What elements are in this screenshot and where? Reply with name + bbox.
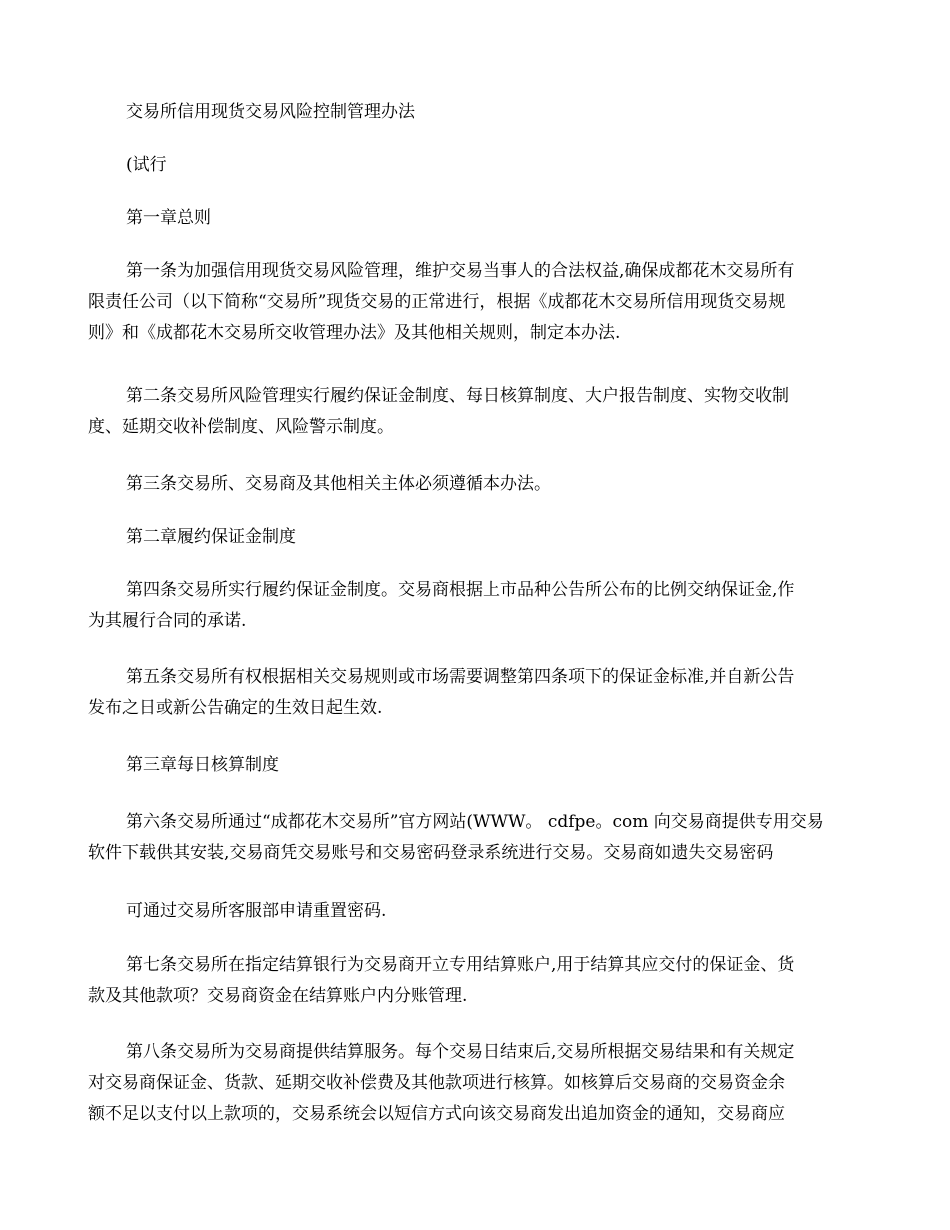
chapter-heading-1	[88, 203, 860, 234]
article-2-line: 度、延期交收补偿制度、风险警示制度。	[88, 417, 394, 437]
article-5-line: 发布之日或新公告确定的生效日起生效.	[88, 698, 383, 718]
document-subtitle	[88, 150, 860, 181]
article-5-line: 第五条交易所有权根据相关交易规则或市场需要调整第四条项下的保证金标准,并自新公告	[126, 667, 795, 687]
article-1-line: 则》和《成都花木交易所交收管理办法》及其他相关规则，制定本办法.	[88, 323, 621, 343]
article-6-line: 第六条交易所通过“成都花木交易所”官方网站(WWW。 cdfpe。com 向交易商提供专用交易	[126, 812, 824, 832]
chapter-2-text: 第二章履约保证金制度	[126, 527, 296, 547]
article-8-line: 对交易商保证金、货款、延期交收补偿费及其他款项进行核算。如核算后交易商的交易资金余	[88, 1073, 785, 1093]
article-5	[88, 662, 860, 724]
article-6-line: 软件下载供其安装,交易商凭交易账号和交易密码登录系统进行交易。交易商如遗失交易密码	[88, 843, 774, 863]
article-6-continued-text: 可通过交易所客服部申请重置密码.	[126, 901, 387, 921]
article-1-line: 限责任公司（以下简称“交易所”现货交易的正常进行，根据《成都花木交易所信用现货交易规	[88, 292, 786, 312]
article-7-line: 款及其他款项？交易商资金在结算账户内分账管理.	[88, 986, 468, 1006]
article-8-line: 第八条交易所为交易商提供结算服务。每个交易日结束后,交易所根据交易结果和有关规定	[126, 1042, 795, 1062]
article-4-line: 为其履行合同的承诺.	[88, 611, 247, 631]
chapter-1-text: 第一章总则	[126, 208, 211, 228]
article-8	[88, 1037, 860, 1130]
article-1-line: 第一条为加强信用现货交易风险管理，维护交易当事人的合法权益,确保成都花木交易所有	[126, 261, 795, 281]
article-3	[88, 469, 860, 500]
article-6-continued	[88, 896, 860, 927]
article-2-line: 第二条交易所风险管理实行履约保证金制度、每日核算制度、大户报告制度、实物交收制	[126, 386, 789, 406]
title-text: 交易所信用现货交易风险控制管理办法	[126, 102, 415, 122]
article-4-line: 第四条交易所实行履约保证金制度。交易商根据上市品种公告所公布的比例交纳保证金,作	[126, 580, 795, 600]
article-2	[88, 381, 860, 443]
article-8-line: 额不足以支付以上款项的，交易系统会以短信方式向该交易商发出追加资金的通知，交易商应	[88, 1104, 785, 1124]
article-3-text: 第三条交易所、交易商及其他相关主体必须遵循本办法。	[126, 474, 551, 494]
document-title	[88, 97, 860, 128]
chapter-3-text: 第三章每日核算制度	[126, 755, 279, 775]
article-1	[88, 256, 860, 349]
chapter-heading-3	[88, 750, 860, 781]
article-6	[88, 807, 860, 869]
article-7	[88, 950, 860, 1012]
chapter-heading-2	[88, 522, 860, 553]
subtitle-text: (试行	[126, 155, 167, 175]
article-7-line: 第七条交易所在指定结算银行为交易商开立专用结算账户,用于结算其应交付的保证金、货	[126, 955, 795, 975]
article-4	[88, 575, 860, 637]
